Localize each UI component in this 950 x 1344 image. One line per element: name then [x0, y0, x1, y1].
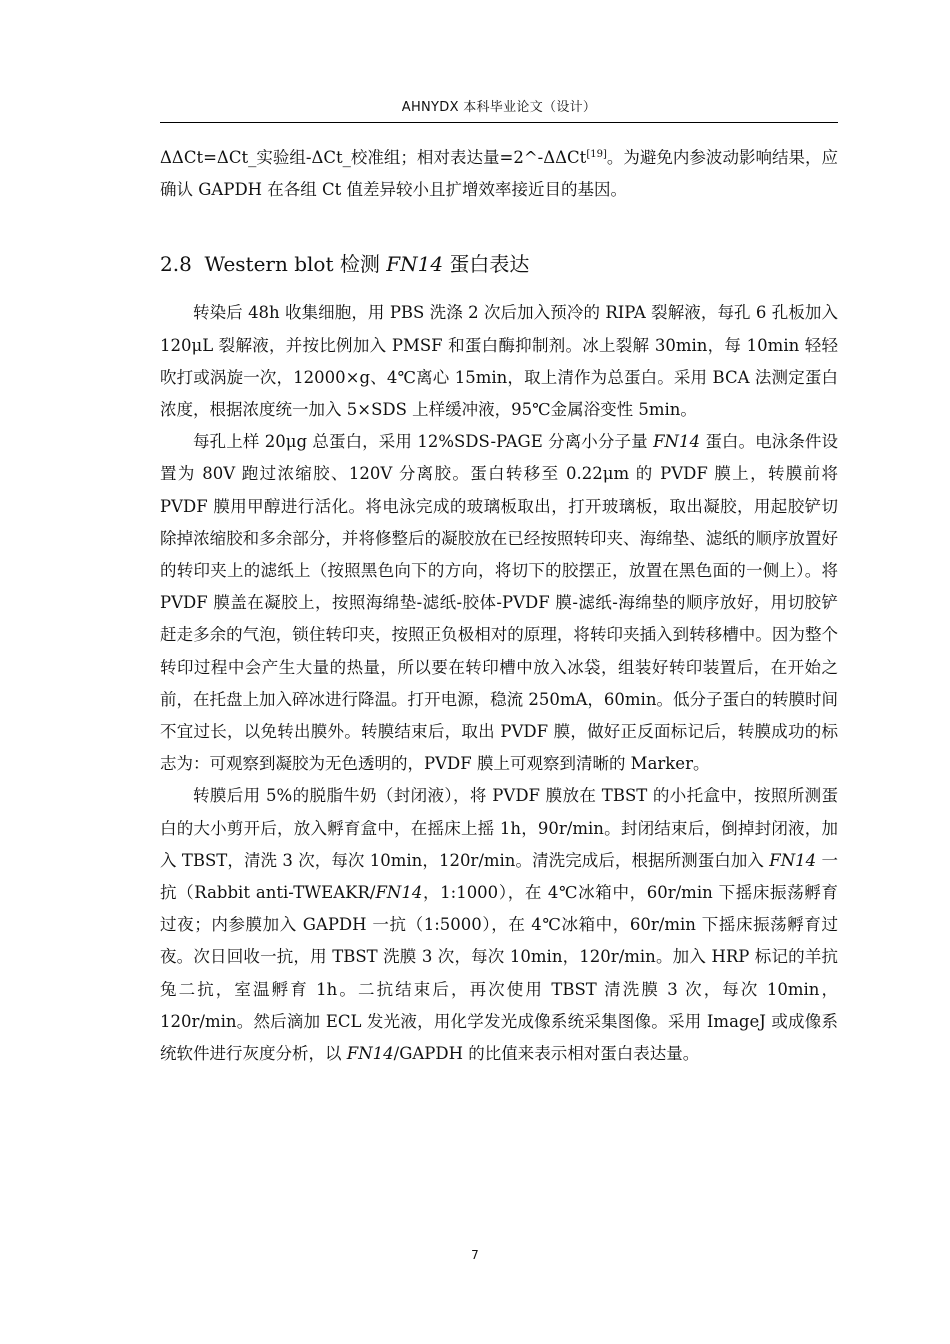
para3-gene-2: FN14 — [375, 883, 423, 903]
para2-text-a: 每孔上样 20μg 总蛋白，采用 12%SDS-PAGE 分离小分子量 — [193, 432, 648, 452]
para2-gene: FN14 — [653, 432, 700, 452]
paragraph-lysis: 转染后 48h 收集细胞，用 PBS 洗涤 2 次后加入预冷的 RIPA 裂解液，每孔 6 孔板加入 120μL 裂解液，并按比例加入 PMSF 和蛋白酶抑制剂。冰上裂解 30min，每 10min 轻轻吹打或涡旋一次，12000×g、4℃离心 15min，取上清作为总蛋白。采用 BCA 法测定蛋白浓度，根据浓度统一加入 5×SDS 上样缓冲液，95℃金属浴变性 5min。 — [160, 303, 838, 420]
citation-ref: [19] — [586, 149, 607, 160]
section-title-post: 蛋白表达 — [449, 252, 530, 277]
section-number: 2.8 — [160, 252, 192, 277]
paragraph-electrophoresis — [160, 426, 838, 780]
section-heading — [160, 250, 838, 278]
header-rule — [160, 122, 838, 123]
para3-text-d: /GAPDH 的比值来表示相对蛋白表达量。 — [393, 1044, 700, 1064]
page-body — [160, 142, 838, 1070]
intro-paragraph — [160, 142, 838, 206]
para3-gene-1: FN14 — [769, 850, 817, 870]
page-number: 7 — [471, 1248, 479, 1262]
section-gene: FN14 — [386, 252, 444, 277]
intro-text-2: 。为避免内参波动影响结果，应确认 GAPDH 在各组 Ct 值差异较小且扩增效率接近目的基因。 — [160, 148, 839, 200]
para2-text-b: 蛋白。电泳条件设置为 80V 跑过浓缩胶、120V 分离胶。蛋白转移至 0.22μm 的 PVDF 膜上，转膜前将 PVDF 膜用甲醇进行活化。将电泳完成的玻璃板取出，打开玻璃板，取出凝胶，用起胶铲切除掉浓缩胶和多余部分，并将修整后的凝胶放在已经按照转印夹、海绵垫、滤纸的顺序放置好的转印夹上的滤纸上（按照黑色向下的方向，将切下的胶摆正，放置在黑色面的一侧上）。将 PVDF 膜盖在凝胶上，按照海绵垫-滤纸-胶体-PVDF 膜-滤纸-海绵垫的顺序放好，用切胶铲赶走多余的气泡，锁住转印夹，按照正负极相对的原理，将转印夹插入到转移槽中。因为整个转印过程中会产生大量的热量，所以要在转印槽中放入冰袋，组装好转印装置后，在开始之前，在托盘上加入碎冰进行降温。打开电源，稳流 250mA，60min。低分子蛋白的转膜时间不宜过长，以免转出膜外。转膜结束后，取出 PVDF 膜，做好正反面标记后，转膜成功的标志为：可观察到凝胶为无色透明的，PVDF 膜上可观察到清晰的 Marker。 — [160, 432, 839, 774]
section-title-pre: Western blot 检测 — [204, 252, 380, 277]
para3-text-c: ，1:1000），在 4℃冰箱中，60r/min 下摇床振荡孵育过夜；内参膜加入 GAPDH 一抗（1:5000），在 4℃冰箱中，60r/min 下摇床振荡孵育过夜。次日回收一抗，用 TBST 洗膜 3 次，每次 10min，120r/min。加入 HRP 标记的羊抗兔二抗，室温孵育 1h。二抗结束后，再次使用 TBST 清洗膜 3 次，每次 10min，120r/min。然后滴加 ECL 发光液，用化学发光成像系统采集图像。采用 ImageJ 或成像系统软件进行灰度分析，以 — [160, 883, 838, 1064]
running-header: AHNYDX 本科毕业论文（设计） — [401, 100, 597, 115]
para3-text-b: 一抗（Rabbit anti-TWEAKR/ — [160, 850, 838, 903]
para3-text-a: 转膜后用 5%的脱脂牛奶（封闭液），将 PVDF 膜放在 TBST 的小托盒中，按照所测蛋白的大小剪开后，放入孵育盒中，在摇床上摇 1h，90r/min。封闭结束后，倒掉封闭液，加入 TBST，清洗 3 次，每次 10min，120r/min。清洗完成后，根据所测蛋白加入 — [160, 786, 838, 870]
para3-gene-3: FN14 — [346, 1044, 394, 1064]
intro-text-1: ΔΔCt=ΔCt_实验组-ΔCt_校准组；相对表达量=2^-ΔΔCt — [160, 148, 587, 167]
paragraph-antibody — [160, 780, 838, 1070]
